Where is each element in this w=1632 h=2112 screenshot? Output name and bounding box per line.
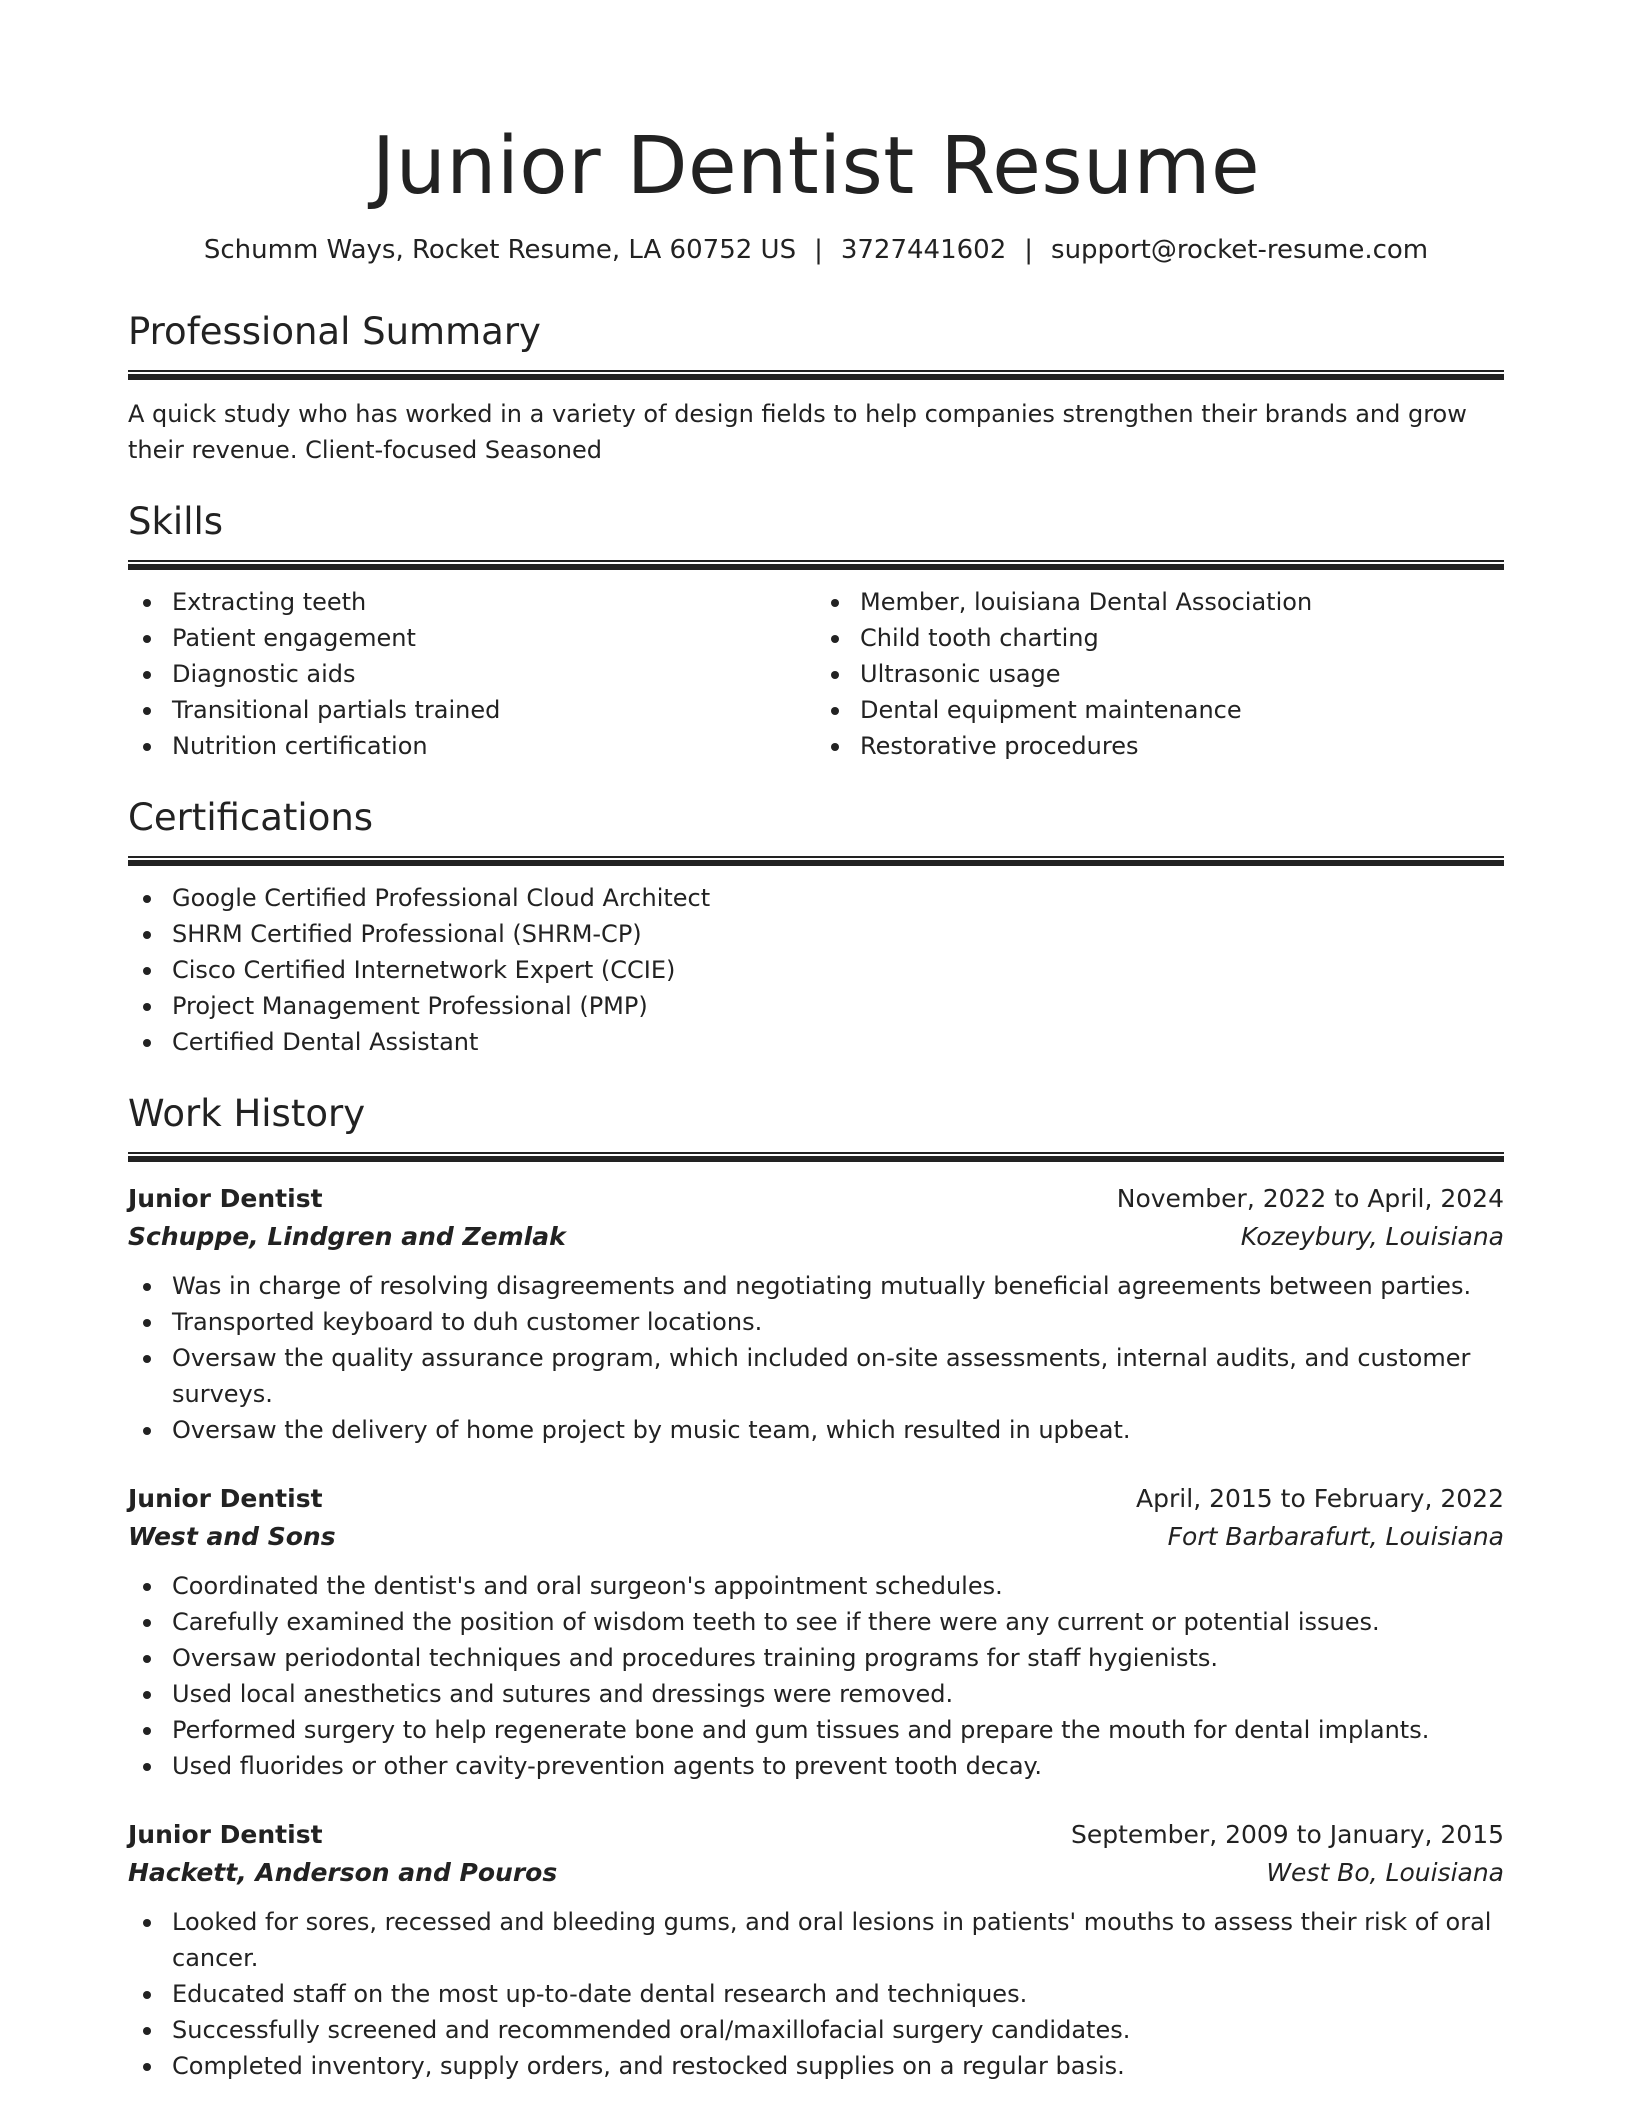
skill-item: Patient engagement <box>172 620 816 656</box>
job-title: Junior Dentist <box>128 1184 323 1213</box>
job-duty: Looked for sores, recessed and bleeding gums, and oral lesions in patients' mouths to assess their risk of oral cancer. <box>172 1904 1504 1976</box>
section-divider <box>128 1152 1504 1162</box>
job-location: Kozeybury, Louisiana <box>1240 1222 1504 1251</box>
contact-phone: 3727441602 <box>840 235 1007 265</box>
work-history-heading: Work History <box>128 1092 366 1135</box>
job-duty: Oversaw the delivery of home project by music team, which resulted in upbeat. <box>172 1412 1504 1448</box>
job-duty: Transported keyboard to duh customer locations. <box>172 1304 1504 1340</box>
job-duty: Was in charge of resolving disagreements and negotiating mutually beneficial agreements between parties. <box>172 1268 1504 1304</box>
skill-item: Restorative procedures <box>860 728 1504 764</box>
contact-email: support@rocket-resume.com <box>1051 235 1429 265</box>
job-header-row <box>128 1180 1504 1218</box>
contact-separator: | <box>1024 235 1034 265</box>
job-duty: Educated staff on the most up-to-date dental research and techniques. <box>172 1976 1504 2012</box>
contact-separator: | <box>814 235 823 265</box>
job-company: Schuppe, Lindgren and Zemlak <box>128 1222 566 1251</box>
job-dates: April, 2015 to February, 2022 <box>1136 1484 1504 1513</box>
skill-item: Member, louisiana Dental Association <box>860 584 1504 620</box>
job-duty: Used fluorides or other cavity-prevention agents to prevent tooth decay. <box>172 1748 1504 1784</box>
job-title: Junior Dentist <box>128 1484 323 1513</box>
skills-grid <box>128 570 1504 764</box>
certification-item: Certified Dental Assistant <box>172 1024 1504 1060</box>
job-duty: Coordinated the dentist's and oral surgeon's appointment schedules. <box>172 1568 1504 1604</box>
job-entry <box>128 1480 1504 1784</box>
certification-item: Google Certified Professional Cloud Architect <box>172 880 1504 916</box>
job-duties-list <box>128 1904 1504 2084</box>
skill-item: Nutrition certification <box>172 728 816 764</box>
contact-line <box>128 232 1504 268</box>
job-duty: Oversaw the quality assurance program, which included on-site assessments, internal audits, and customer surveys. <box>172 1340 1504 1412</box>
certifications-section <box>128 794 1504 1060</box>
skills-section <box>128 498 1504 764</box>
work-history-section <box>128 1090 1504 2084</box>
section-divider <box>128 370 1504 380</box>
job-company: Hackett, Anderson and Pouros <box>128 1858 558 1887</box>
job-company-row <box>128 1854 1504 1892</box>
job-duty: Used local anesthetics and sutures and dressings were removed. <box>172 1676 1504 1712</box>
job-company-row <box>128 1518 1504 1556</box>
job-company-row <box>128 1218 1504 1256</box>
certification-item: SHRM Certified Professional (SHRM-CP) <box>172 916 1504 952</box>
job-duty: Carefully examined the position of wisdom teeth to see if there were any current or potential issues. <box>172 1604 1504 1640</box>
skill-item: Child tooth charting <box>860 620 1504 656</box>
skill-item: Transitional partials trained <box>172 692 816 728</box>
job-duties-list <box>128 1268 1504 1448</box>
job-dates: November, 2022 to April, 2024 <box>1116 1184 1504 1213</box>
certifications-heading: Certifications <box>128 796 374 839</box>
skills-list-right <box>816 584 1504 764</box>
job-duty: Completed inventory, supply orders, and restocked supplies on a regular basis. <box>172 2048 1504 2084</box>
summary-text: A quick study who has worked in a variety of design fields to help companies strengthen their brands and grow their revenue. Client-focused Seasoned <box>128 400 1467 464</box>
certifications-list <box>128 880 1504 1060</box>
job-duty: Performed surgery to help regenerate bone and gum tissues and prepare the mouth for dental implants. <box>172 1712 1504 1748</box>
job-location: West Bo, Louisiana <box>1266 1858 1504 1887</box>
skill-item: Diagnostic aids <box>172 656 816 692</box>
page-title: Junior Dentist Resume <box>371 120 1261 212</box>
job-entry <box>128 1816 1504 2084</box>
job-duties-list <box>128 1568 1504 1784</box>
job-duty: Successfully screened and recommended oral/maxillofacial surgery candidates. <box>172 2012 1504 2048</box>
section-divider <box>128 856 1504 866</box>
summary-section <box>128 308 1504 468</box>
skills-heading: Skills <box>128 500 224 543</box>
certification-item: Cisco Certified Internetwork Expert (CCIE) <box>172 952 1504 988</box>
section-divider <box>128 560 1504 570</box>
job-dates: September, 2009 to January, 2015 <box>1071 1820 1504 1849</box>
job-duty: Oversaw periodontal techniques and procedures training programs for staff hygienists. <box>172 1640 1504 1676</box>
job-company: West and Sons <box>128 1522 336 1551</box>
skills-list-left <box>128 584 816 764</box>
job-header-row <box>128 1480 1504 1518</box>
job-header-row <box>128 1816 1504 1854</box>
skill-item: Ultrasonic usage <box>860 656 1504 692</box>
skill-item: Extracting teeth <box>172 584 816 620</box>
certification-item: Project Management Professional (PMP) <box>172 988 1504 1024</box>
job-location: Fort Barbarafurt, Louisiana <box>1167 1522 1504 1551</box>
job-title: Junior Dentist <box>128 1820 323 1849</box>
summary-heading: Professional Summary <box>128 310 541 353</box>
contact-address: Schumm Ways, Rocket Resume, LA 60752 US <box>203 235 797 265</box>
skill-item: Dental equipment maintenance <box>860 692 1504 728</box>
job-entry <box>128 1180 1504 1448</box>
